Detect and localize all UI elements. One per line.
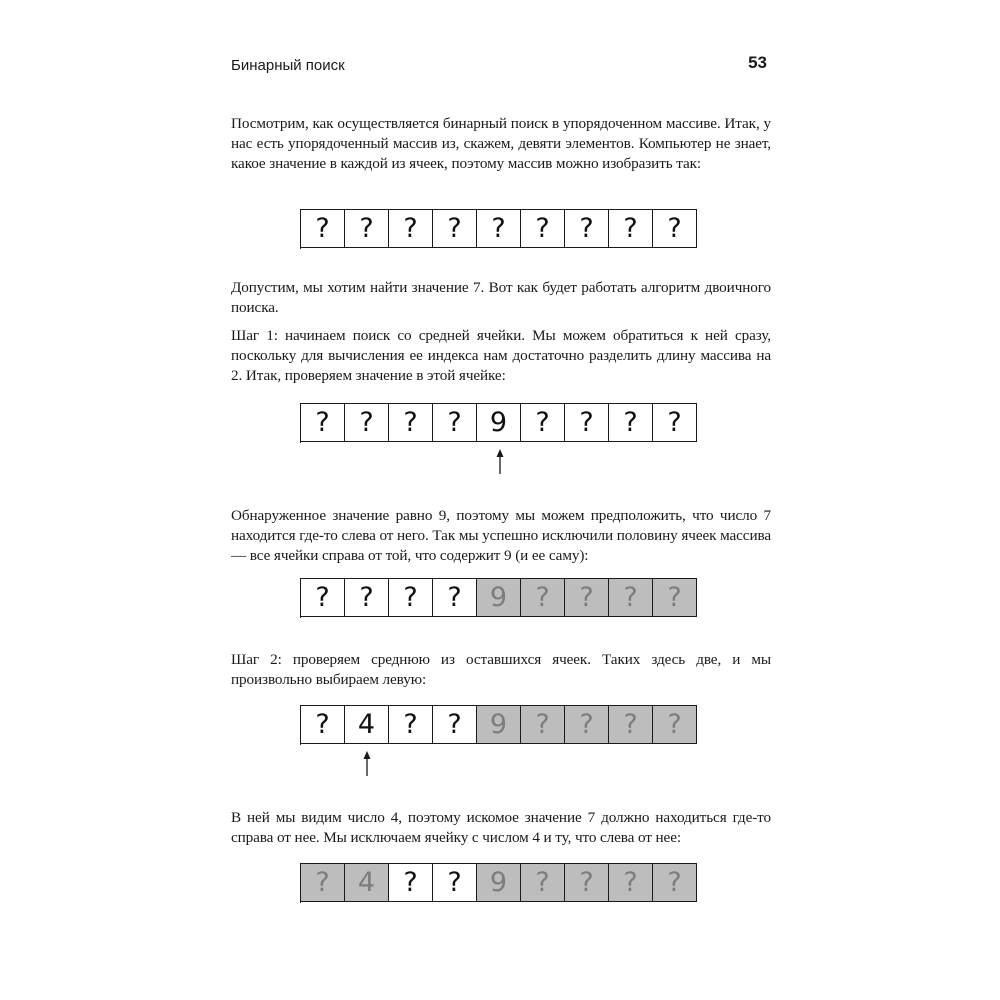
array-cell: ? (301, 209, 345, 248)
array-cell: ? (433, 209, 477, 248)
array-step2-excluded (300, 863, 697, 903)
array-cell: ? (653, 578, 697, 617)
array-cell: ? (521, 863, 565, 902)
pointer-arrow-icon (361, 751, 373, 777)
array-cell: ? (565, 863, 609, 902)
array-cell: ? (389, 209, 433, 248)
array-cell: ? (301, 863, 345, 902)
array-cell: ? (433, 403, 477, 442)
array-cell: ? (389, 403, 433, 442)
array-cell: ? (345, 578, 389, 617)
array-cell: ? (609, 578, 653, 617)
array-cell: ? (433, 705, 477, 744)
array-cell: ? (653, 209, 697, 248)
array-cell: ? (345, 403, 389, 442)
array-cell: ? (301, 403, 345, 442)
paragraph-goal: Допустим, мы хотим найти значение 7. Вот как будет работать алгоритм двоичного поиска. (231, 279, 771, 316)
array-cell: ? (389, 863, 433, 902)
array-cell: ? (521, 578, 565, 617)
pointer-arrow-icon (494, 449, 506, 475)
array-cell: ? (609, 209, 653, 248)
array-cell: 4 (345, 863, 389, 902)
array-cell: ? (565, 209, 609, 248)
array-cell: ? (609, 403, 653, 442)
array-step1-excluded (300, 578, 697, 618)
paragraph-step2-result: В ней мы видим число 4, поэтому искомое значение 7 должно находиться где-то справа от нее. Мы исключаем ячейку с числом 4 и ту, что слева от нее: (231, 809, 771, 846)
array-cell: ? (433, 578, 477, 617)
page-number: 53 (748, 53, 767, 72)
array-cell: 4 (345, 705, 389, 744)
array-cell: ? (301, 578, 345, 617)
paragraph-step2: Шаг 2: проверяем среднюю из оставшихся ячеек. Таких здесь две, и мы произвольно выбираем левую: (231, 651, 771, 688)
array-step1 (300, 403, 697, 443)
array-cell: 9 (477, 403, 521, 442)
paragraph-step1-result: Обнаруженное значение равно 9, поэтому мы можем предположить, что число 7 находится где-то слева от него. Так мы успешно исключили половину ячеек массива — все ячейки справа от той, что содержит 9 (и ее саму): (231, 507, 771, 564)
array-cell: ? (565, 578, 609, 617)
array-cell: ? (521, 705, 565, 744)
array-cell: ? (653, 403, 697, 442)
array-cell: ? (521, 403, 565, 442)
array-cell: ? (565, 403, 609, 442)
array-cell: ? (345, 209, 389, 248)
array-cell: ? (521, 209, 565, 248)
array-cell: ? (389, 578, 433, 617)
array-cell: ? (653, 863, 697, 902)
array-cell: ? (301, 705, 345, 744)
array-cell: ? (389, 705, 433, 744)
paragraph-step1: Шаг 1: начинаем поиск со средней ячейки. Мы можем обратиться к ней сразу, поскольку для вычисления ее индекса нам достаточно разделить длину массива на 2. Итак, проверяем значение в этой ячейке: (231, 327, 771, 384)
array-initial (300, 209, 697, 249)
array-cell: ? (609, 863, 653, 902)
array-cell: ? (565, 705, 609, 744)
array-cell: ? (653, 705, 697, 744)
array-cell: ? (433, 863, 477, 902)
array-step2 (300, 705, 697, 745)
array-cell: 9 (477, 863, 521, 902)
array-cell: 9 (477, 705, 521, 744)
running-header: Бинарный поиск (231, 57, 345, 74)
paragraph-intro: Посмотрим, как осуществляется бинарный поиск в упорядоченном массиве. Итак, у нас есть упорядоченный массив из, скажем, девяти элементов. Компьютер не знает, какое значение в каждой из ячеек, поэтому массив можно изобразить так: (231, 115, 771, 172)
array-cell: 9 (477, 578, 521, 617)
array-cell: ? (609, 705, 653, 744)
array-cell: ? (477, 209, 521, 248)
